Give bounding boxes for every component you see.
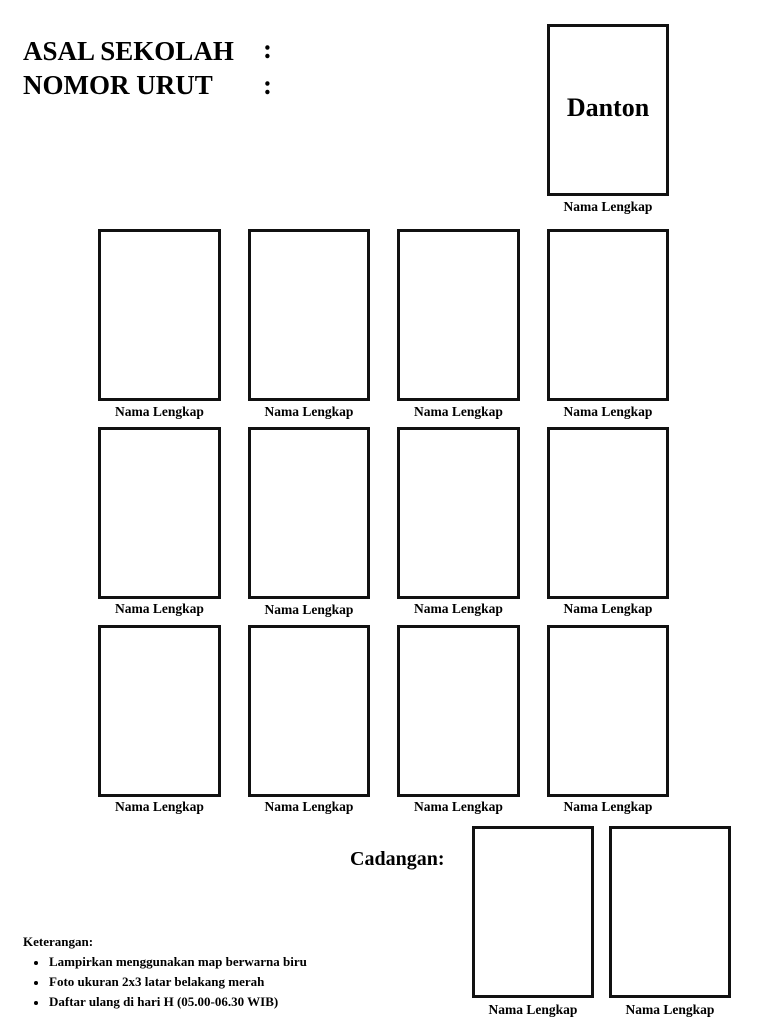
bullet-icon [34,981,38,985]
reserve-label: Cadangan: [350,848,445,870]
danton-photo-box [547,24,669,196]
sequence-number-colon: : [263,70,272,100]
member-name-caption: Nama Lengkap [414,404,503,419]
member-photo-box [98,625,221,797]
member-name-caption: Nama Lengkap [115,799,204,814]
member-name-caption: Nama Lengkap [563,799,653,814]
member-photo-box [397,625,520,797]
member-name-caption: Nama Lengkap [264,602,354,617]
bullet-icon [34,961,38,965]
member-name-caption: Nama Lengkap [563,404,653,419]
reserve-photo-box [609,826,731,998]
member-photo-box [248,229,370,401]
note-text: Lampirkan menggunakan map berwarna biru [49,954,307,969]
member-photo-box [547,625,669,797]
note-text: Foto ukuran 2x3 latar belakang merah [49,974,265,989]
member-photo-box [547,427,669,599]
danton-name-caption: Nama Lengkap [563,199,653,214]
reserve-name-caption: Nama Lengkap [625,1002,715,1017]
notes-title: Keterangan: [23,934,94,949]
member-photo-box [248,427,370,599]
sequence-number-label: NOMOR URUT [23,70,213,100]
member-name-caption: Nama Lengkap [414,799,503,814]
note-item [23,992,307,1012]
member-name-caption: Nama Lengkap [264,404,354,419]
member-photo-box [98,229,221,401]
member-name-caption: Nama Lengkap [115,404,204,419]
bullet-icon [34,1001,38,1005]
notes-list [23,952,307,1012]
member-photo-box [397,427,520,599]
danton-title: Danton [566,93,650,122]
note-item [23,952,307,972]
member-photo-box [98,427,221,599]
notes-section [23,932,307,1012]
member-name-caption: Nama Lengkap [115,601,204,616]
school-origin-label: ASAL SEKOLAH [23,36,234,66]
note-item [23,972,307,992]
reserve-photo-box [472,826,594,998]
note-text: Daftar ulang di hari H (05.00-06.30 WIB) [49,994,279,1009]
school-origin-colon: : [263,34,272,64]
member-name-caption: Nama Lengkap [414,601,503,616]
member-name-caption: Nama Lengkap [563,601,653,616]
member-photo-box [397,229,520,401]
member-name-caption: Nama Lengkap [264,799,354,814]
member-photo-box [248,625,370,797]
member-photo-box [547,229,669,401]
reserve-name-caption: Nama Lengkap [488,1002,578,1017]
